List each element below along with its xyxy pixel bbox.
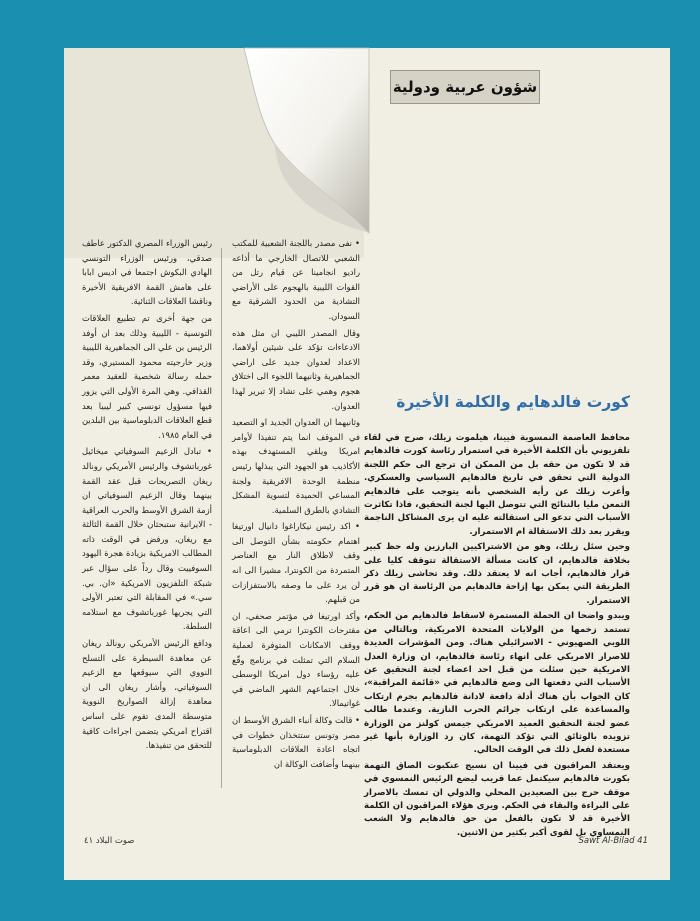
column-paragraph: وقال المصدر الليبي ان مثل هذه الادعاءات تؤكد على شيئين أولاهما، الاعداد لعدوان جديد على اراضي الجماهيرية وثانيهما اللجوء الى اختلاق هجوم وهمي على تشاد إلا تبرير لهذا العدوان. <box>232 327 360 411</box>
column-paragraph: رئيس الوزراء المصري الدكتور عاطف صدقي، ورئيس الوزراء التونسي الهادي البكوش اجتمعا في اديس ابابا على هامش القمة الافريقية الأخيرة وناقشا العلاقات الثنائية. <box>82 238 212 307</box>
column-paragraph: • تبادل الزعيم السوفياتي ميخائيل غورباتشوف والرئيس الأمريكي رونالد ريغان التصريحات قبل عقد القمة بينهما وقال الزعيم السوفياتي ان أزمة الشرق الأوسط والحرب العراقية - الايرانية ستبحثان خلال القمة الثالثة مع ريغان، ورفض في الوقت ذاته المطالب الامريكية بزيادة هجرة اليهود السوفييت وقال رداً على سؤال عبر شبكة التلفزيون الامريكية «ان. بي. سي.» في المقابلة التي تعتبر الأولى التي يجريها غورباتشوف مع استلامه السلطة. <box>82 446 212 632</box>
article-title: كورت فالدهايم والكلمة الأخيرة <box>396 393 630 411</box>
column-paragraph: من جهة أخرى تم تطبيع العلاقات التونسية - الليبية وذلك بعد ان أوفد الرئيس بن علي الى الجماهيرية الليبية وزير خارجيته محمود المستيري، وقد حمله رسالة شخصية للعقيد معمر القذافي. وهي المرة الأولى التي يزور فيها مسؤول تونسي كبير ليبيا بعد قطع العلاقات الدبلوماسية بين البلدين في العام ١٩٨٥. <box>82 312 212 440</box>
column-paragraph: ودافع الرئيس الأمريكي رونالد ريغان عن معاهدة السيطرة على التسلح النووي التي سيوقعها مع الزعيم السوفياتي، وأشار ريغان الى ان معاهدة إزالة الصواريخ النووية متوسطة المدى تقوم على اساس اقتراح امريكي يتضمن اجراءات كافية للتحقق من تنفيذها. <box>82 638 212 751</box>
article-paragraph: وحين سئل زيلك، وهو من الاشتراكيين البارزين وله حظ كبير بخلافة فالدهايم، ان كانت مسألة الاستقالة تتوقف كليا على قرار فالدهايم، أجاب انه لا يعتقد ذلك. وقد تحاشى زيلك ذكر الطريقة التي يمكن بها إزاحة فالدهايم من الرئاسة ان هو قرر الاستمرار. <box>364 542 630 606</box>
footer-page-latin: Sawt Al-Bilad 41 <box>578 836 648 846</box>
column-paragraph: • نفى مصدر باللجنة الشعبية للمكتب الشعبي للاتصال الخارجي ما أذاعه راديو انجامينا عن قيام رتل من القوات الليبية بالهجوم على الأراضي التشادية من الحدود الشرقية مع السودان. <box>232 238 360 321</box>
column-paragraph: • قالت وكالة أنباء الشرق الأوسط ان مصر وتونس ستتخذان خطوات في اتجاه اعادة العلاقات الدبلوماسية بينهما وأضافت الوكالة ان <box>232 715 360 769</box>
column-divider <box>221 248 222 788</box>
page-curl-graphic <box>244 48 369 233</box>
column-paragraph: • اكد رئيس نيكاراغوا دانيال اورتيغا اهتمام حكومته بشأن التوصل الى وقف لاطلاق النار مع العناصر المتمردة من الكونترا، مشيرا الى انه لن يرد على ما وصفه بالاستفزازات من قبلهم. <box>232 521 360 605</box>
column-paragraph: وثانيهما ان العدوان الجديد او التصعيد في الموقف انما يتم تنفيذا لأوامر امريكا ويلقي المستهدف بهذه الأكاذيب هو الجهود التي يبذلها رئيس منظمة الوحدة الافريقية ولجنة المساعي الحميدة لتسوية المشكل التشادي بالطرق السلمية. <box>232 417 360 515</box>
news-column-left <box>82 236 212 802</box>
article-paragraph: محافظ العاصمة النمسوية فيينا، هيلموت زيلك، صرح في لقاء تلفزيوني بأن الكلمة الأخيرة في استمرار رئاسة كورت فالدهايم قد لا تكون من حقه بل من الممكن ان ترجع الى حكم اللجنة الدولية التي تحقق في تاريخ فالدهايم السياسي والعسكري. وأعرب زيلك عن رأيه الشخصي بأنه يتوجب على فالدهايم التمعن مليا بالنتائج التي تتوصل اليها لجنة التحقيق، فاذا تكاثرت الأسباب التي تدعو الى استقالته عليه ان يرى المشاكل الناجمة ويقرر بعد ذلك الاستقالة ام الاستمرار. <box>364 433 630 537</box>
article-body <box>364 432 630 838</box>
article-paragraph: ويبدو واضحا ان الحملة المستمرة لاسقاط فالدهايم من الحكم، تستمد زخمها من الولايات المتحدة الامريكية، وبالتالي من اللوبي الصهيوني - الاسرائيلي هناك. ومن المؤشرات العديدة للاصرار الامريكي على انهاء رئاسة فالدهايم، ان وزارة العدل الامريكية حين سئلت من قبل احد اعضاء لجنة التحقيق عن الأسباب التي دفعتها الى وضع فالدهايم في «قائمة المراقبة»، كان الجواب بأن هناك أدلة دافعة لادانة فالدهايم بجرم ارتكاب والمساعدة على ارتكاب جرائم الحرب النازية. وعندما طالب عضو لجنة التحقيق العميد الامريكي جيمس كولنز من الوزارة تزويده بالوثائق التي تؤكد التهمة، كان رد الوزارة بأنها غير مستعدة لفعل ذلك في الوقت الحالي. <box>364 611 630 756</box>
article-paragraph: ويعتقد المراقبون في فيينا ان نسيج عنكبوت الصاق التهمة بكورت فالدهايم سيكتمل عما قريب ليضع الرئيس النمسوي في موقف حرج بين الصعيدين المحلي والدولي ان تمسك بالاصرار على البراءة والبقاء في الحكم. ويرى هؤلاء المراقبون ان الكلمة الأخيرة قد لا تكون بالفعل من حق فالدهايم ولا الشعب النمساوي بل لقوى أكبر بكثير من الاثنين. <box>364 760 630 838</box>
news-column-middle <box>232 236 360 802</box>
column-paragraph: وأكد اورتيغا في مؤتمر صحفي، ان مقترحات الكونترا ترمي الى اعاقة ووقف الامكانات المتوفرة لعملية السلام التي تمثلت في برنامج وقّع عليه رؤساء دول امريكا الوسطى خلال اجتماعهم الشهر الماضي في غواتيمالا. <box>232 610 360 709</box>
section-header: شؤون عربية ودولية <box>390 70 540 104</box>
footer-page-arabic: صوت البلاد ٤١ <box>84 836 135 846</box>
magazine-page <box>64 48 670 880</box>
